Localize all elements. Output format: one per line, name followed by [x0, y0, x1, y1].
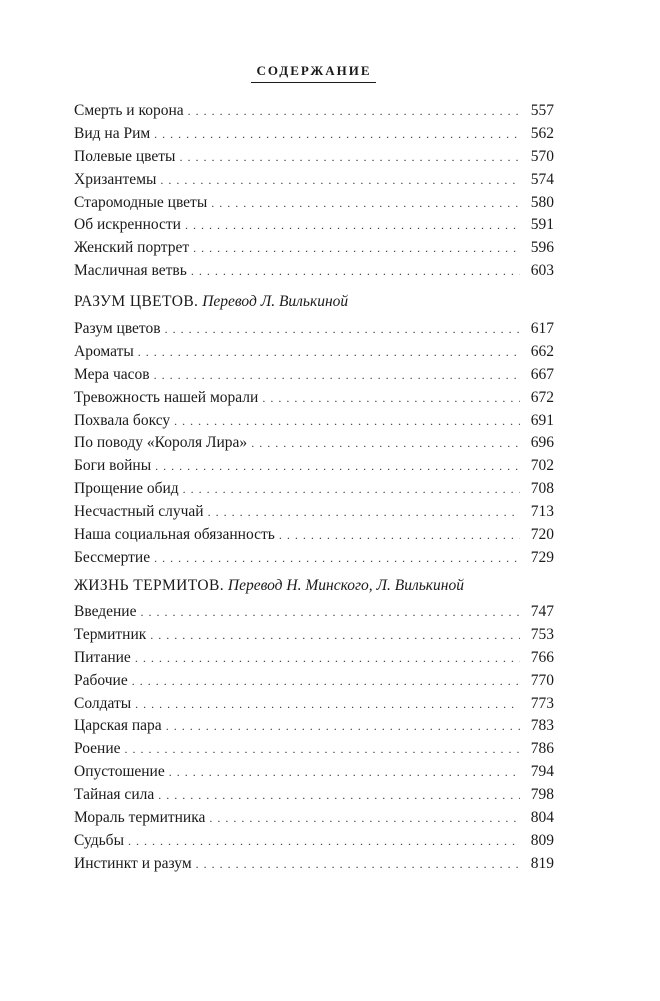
toc-entry[interactable] — [74, 524, 554, 547]
dot-leader — [158, 784, 520, 807]
dot-leader — [125, 738, 520, 761]
toc-entry-page: 747 — [530, 603, 554, 620]
toc-entry-page: 804 — [530, 809, 554, 827]
toc-entry-page: 591 — [530, 216, 554, 234]
toc-entry[interactable] — [74, 647, 554, 670]
toc-entry-title: Мера часов — [74, 365, 150, 383]
toc-entry-page: 773 — [530, 694, 554, 712]
toc-entry[interactable] — [74, 318, 554, 341]
toc-entry-title: Смерть и корона — [74, 102, 184, 119]
dot-leader — [155, 455, 520, 478]
toc-entry[interactable] — [74, 784, 554, 807]
toc-entry-page: 570 — [530, 147, 554, 165]
toc-entry-page: 696 — [530, 434, 554, 452]
running-head: СОДЕРЖАНИЕ — [256, 63, 372, 78]
toc-entry-page: 766 — [530, 648, 554, 666]
toc-entry[interactable] — [74, 738, 554, 761]
toc-entry-page: 603 — [530, 262, 554, 280]
section-translator: Перевод Л. Вилькиной — [202, 293, 349, 310]
toc-entry[interactable] — [74, 624, 554, 647]
toc-entry[interactable] — [74, 341, 554, 364]
dot-leader — [208, 501, 520, 524]
toc-entry[interactable] — [74, 214, 554, 237]
toc-entry-title: Мораль термитника — [74, 809, 206, 827]
toc-entry-page: 574 — [530, 170, 554, 188]
toc-entry-title: Инстинкт и разум — [74, 854, 192, 872]
toc-entry-page: 596 — [530, 239, 554, 257]
toc-entry[interactable] — [74, 478, 554, 501]
toc-entry-title: По поводу «Короля Лира» — [74, 434, 248, 452]
toc-entry-title: Бессмертие — [74, 548, 151, 566]
toc-entry[interactable] — [74, 455, 554, 478]
toc-group-3 — [74, 601, 554, 876]
dot-leader — [132, 670, 520, 693]
dot-leader — [191, 260, 520, 283]
toc-entry-page: 753 — [530, 625, 554, 643]
toc-entry-title: Похвала боксу — [74, 411, 171, 429]
section-translator: Перевод Н. Минского, Л. Вилькиной — [227, 577, 464, 594]
section-title: РАЗУМ ЦВЕТОВ. — [74, 293, 199, 310]
dot-leader — [166, 715, 520, 738]
toc-entry-title: Женский портрет — [74, 239, 190, 257]
dot-leader — [262, 387, 520, 410]
running-head-rule — [251, 82, 376, 83]
toc-entry[interactable] — [74, 853, 554, 876]
toc-entry[interactable] — [74, 260, 554, 283]
toc-entry-page: 809 — [530, 831, 554, 849]
toc-entry-title: Наша социальная обязанность — [74, 526, 275, 544]
dot-leader — [165, 318, 520, 341]
toc-entry-page: 667 — [530, 365, 554, 383]
dot-leader — [179, 146, 520, 169]
toc-entry[interactable] — [74, 761, 554, 784]
toc-entry-page: 662 — [530, 342, 554, 360]
toc-entry-page: 794 — [530, 763, 554, 781]
toc-entry-page: 691 — [530, 411, 554, 429]
toc-entry[interactable] — [74, 432, 554, 455]
toc-entry-page: 798 — [530, 786, 554, 804]
toc-entry-title: Судьбы — [74, 831, 124, 849]
toc-entry-title: Царская пара — [74, 717, 162, 735]
toc-entry-title: Тайная сила — [74, 786, 155, 804]
toc-entry[interactable] — [74, 670, 554, 693]
dot-leader — [183, 478, 520, 501]
toc-entry[interactable] — [74, 501, 554, 524]
toc-entry-page: 819 — [530, 854, 554, 872]
dot-leader — [174, 410, 520, 433]
toc-group-1 — [74, 100, 554, 283]
toc-entry[interactable] — [74, 237, 554, 260]
toc-entry-title: Тревожность нашей морали — [74, 388, 259, 406]
toc-entry[interactable] — [74, 387, 554, 410]
dot-leader — [138, 341, 520, 364]
toc-entry[interactable] — [74, 146, 554, 169]
toc-entry-title: Прощение обид — [74, 480, 179, 498]
dot-leader — [154, 123, 520, 146]
toc-entry-title: Введение — [74, 603, 137, 620]
toc-group-2 — [74, 318, 554, 570]
toc-entry-title: Питание — [74, 648, 131, 666]
toc-entry-page: 786 — [530, 740, 554, 758]
toc-entry[interactable] — [74, 192, 554, 215]
toc-entry-title: Термитник — [74, 625, 147, 643]
toc-entry-title: Разум цветов — [74, 320, 161, 337]
toc-entry-title: Несчастный случай — [74, 503, 204, 521]
toc-entry[interactable] — [74, 807, 554, 830]
dot-leader — [140, 601, 520, 624]
toc-entry-title: Старомодные цветы — [74, 193, 208, 211]
dot-leader — [196, 853, 520, 876]
dot-leader — [185, 214, 520, 237]
toc-entry[interactable] — [74, 410, 554, 433]
toc-entry-title: Солдаты — [74, 694, 132, 712]
toc-entry-title: Хризантемы — [74, 170, 157, 188]
dot-leader — [193, 237, 520, 260]
toc-entry-title: Рабочие — [74, 671, 128, 689]
dot-leader — [160, 169, 520, 192]
toc-entry-page: 708 — [530, 480, 554, 498]
toc-entry[interactable] — [74, 601, 554, 624]
dot-leader — [154, 364, 520, 387]
dot-leader — [188, 100, 520, 123]
toc-entry-title: Масличная ветвь — [74, 262, 187, 280]
dot-leader — [251, 432, 520, 455]
toc-entry-page: 672 — [530, 388, 554, 406]
toc-entry[interactable] — [74, 100, 554, 123]
dot-leader — [135, 693, 520, 716]
toc-entry[interactable] — [74, 830, 554, 853]
toc-entry-page: 713 — [530, 503, 554, 521]
section-title: ЖИЗНЬ ТЕРМИТОВ. — [74, 577, 225, 594]
toc-entry-page: 702 — [530, 457, 554, 475]
toc-entry-page: 562 — [530, 124, 554, 142]
toc-entry-title: Боги войны — [74, 457, 152, 475]
toc-entry-page: 580 — [530, 193, 554, 211]
dot-leader — [279, 524, 520, 547]
toc-entry-page: 729 — [530, 548, 554, 566]
toc-entry[interactable] — [74, 547, 554, 570]
dot-leader — [154, 547, 520, 570]
dot-leader — [128, 830, 520, 853]
dot-leader — [211, 192, 520, 215]
toc-entry-page: 770 — [530, 671, 554, 689]
toc-entry[interactable] — [74, 169, 554, 192]
dot-leader — [209, 807, 520, 830]
toc-entry-title: Об искренности — [74, 216, 181, 234]
toc-entry[interactable] — [74, 715, 554, 738]
toc-entry[interactable] — [74, 693, 554, 716]
section-heading-zhizn-termitov[interactable] — [74, 577, 554, 595]
toc-entry-page: 783 — [530, 717, 554, 735]
dot-leader — [169, 761, 520, 784]
dot-leader — [150, 624, 520, 647]
toc-entry-page: 617 — [530, 320, 554, 337]
toc-entry[interactable] — [74, 364, 554, 387]
toc-entry-title: Опустошение — [74, 763, 165, 781]
dot-leader — [135, 647, 520, 670]
toc-entry-title: Роение — [74, 740, 121, 758]
toc-entry[interactable] — [74, 123, 554, 146]
toc-entry-title: Полевые цветы — [74, 147, 176, 165]
toc-entry-page: 557 — [530, 102, 554, 119]
section-heading-razum-tsvetov[interactable] — [74, 293, 554, 311]
toc-entry-title: Вид на Рим — [74, 124, 151, 142]
toc-entry-page: 720 — [530, 526, 554, 544]
toc-entry-title: Ароматы — [74, 342, 134, 360]
